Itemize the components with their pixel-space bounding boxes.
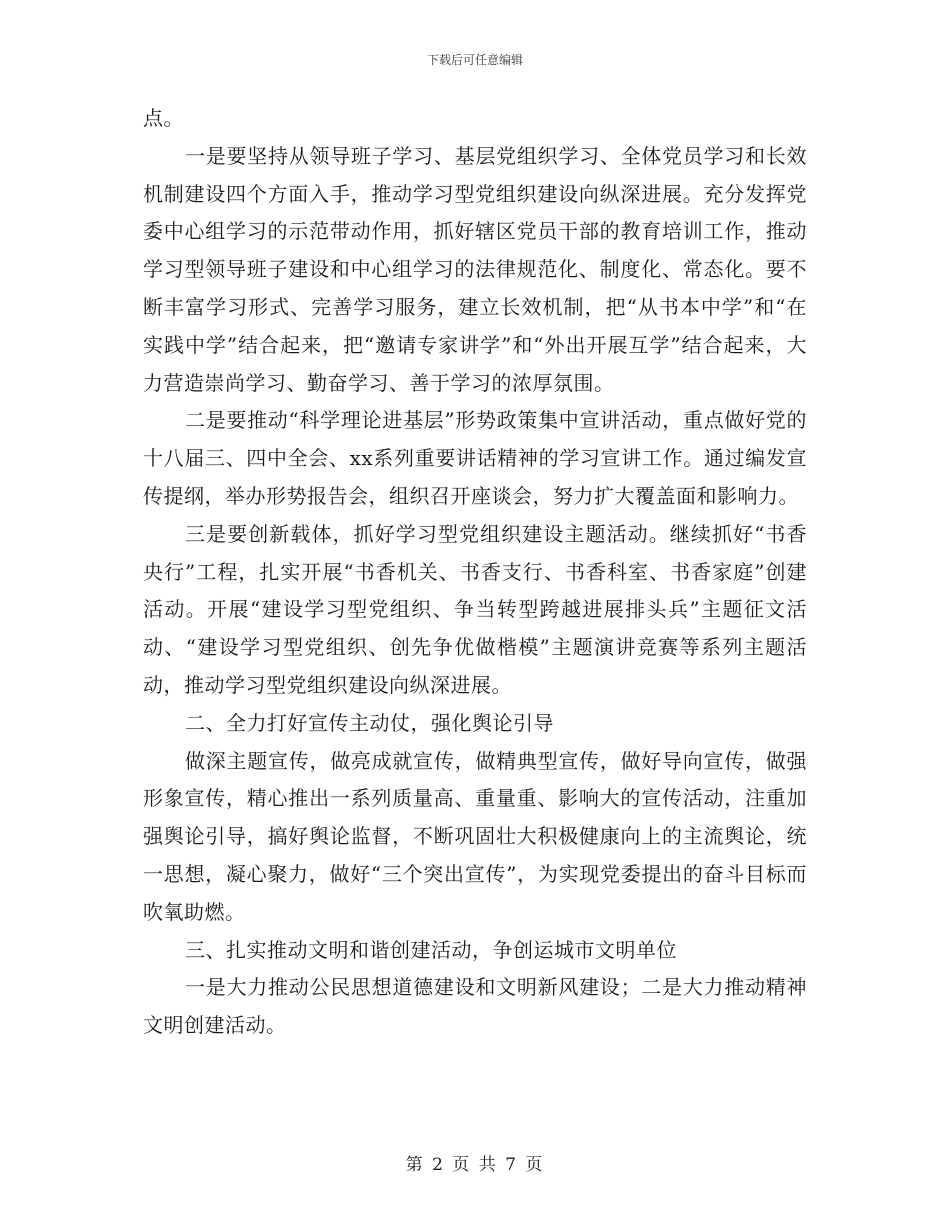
paragraph-point-three: 三是要创新载体，抓好学习型党组织建设主题活动。继续抓好“书香央行”工程，扎实开展“书香机关、书香支行、书香科室、书香家庭”创建活动。开展“建设学习型党组织、争当转型跨越进展排头兵”主题征文活动、“建设学习型党组织、创先争优做楷模”主题演讲竞赛等系列主题活动，推动学习型党组织建设向纵深进展。 (143, 521, 807, 697)
section-heading-two: 二、全力打好宣传主动仗，强化舆论引导 (185, 710, 554, 735)
paragraph-civilization: 一是大力推动公民思想道德建设和文明新风建设；二是大力推动精神文明创建活动。 (143, 975, 807, 1038)
section-heading-three: 三、扎实推动文明和谐创建活动，争创运城市文明单位 (185, 937, 677, 962)
page-header: 下载后可任意编辑 (426, 53, 523, 67)
paragraph-point-one: 一是要坚持从领导班子学习、基层党组织学习、全体党员学习和长效机制建设四个方面入手，推动学习型党组织建设向纵深进展。充分发挥党委中心组学习的示范带动作用，抓好辖区党员干部的教育培训工作，推动学习型领导班子建设和中心组学习的法律规范化、制度化、常态化。要不断丰富学习形式、完善学习服务，建立长效机制，把“从书本中学”和“在实践中学”结合起来，把“邀请专家讲学”和“外出开展互学”结合起来，大力营造崇尚学习、勤奋学习、善于学习的浓厚氛围。 (143, 143, 807, 395)
document-body (143, 100, 807, 1045)
page-number: 第 2 页 共 7 页 (405, 1155, 545, 1175)
paragraph-point-two: 二是要推动“科学理论进基层”形势政策集中宣讲活动，重点做好党的十八届三、四中全会、xx系列重要讲话精神的学习宣讲工作。通过编发宣传提纲，举办形势报告会，组织召开座谈会，努力扩大覆盖面和影响力。 (143, 408, 807, 508)
paragraph-publicity: 做深主题宣传，做亮成就宣传，做精典型宣传，做好导向宣传，做强形象宣传，精心推出一系列质量高、重量重、影响大的宣传活动，注重加强舆论引导，搞好舆论监督，不断巩固壮大积极健康向上的主流舆论，统一思想，凝心聚力，做好“三个突出宣传”，为实现党委提出的奋斗目标而吹氧助燃。 (143, 748, 807, 924)
paragraph-continuation: 点。 (143, 106, 184, 130)
